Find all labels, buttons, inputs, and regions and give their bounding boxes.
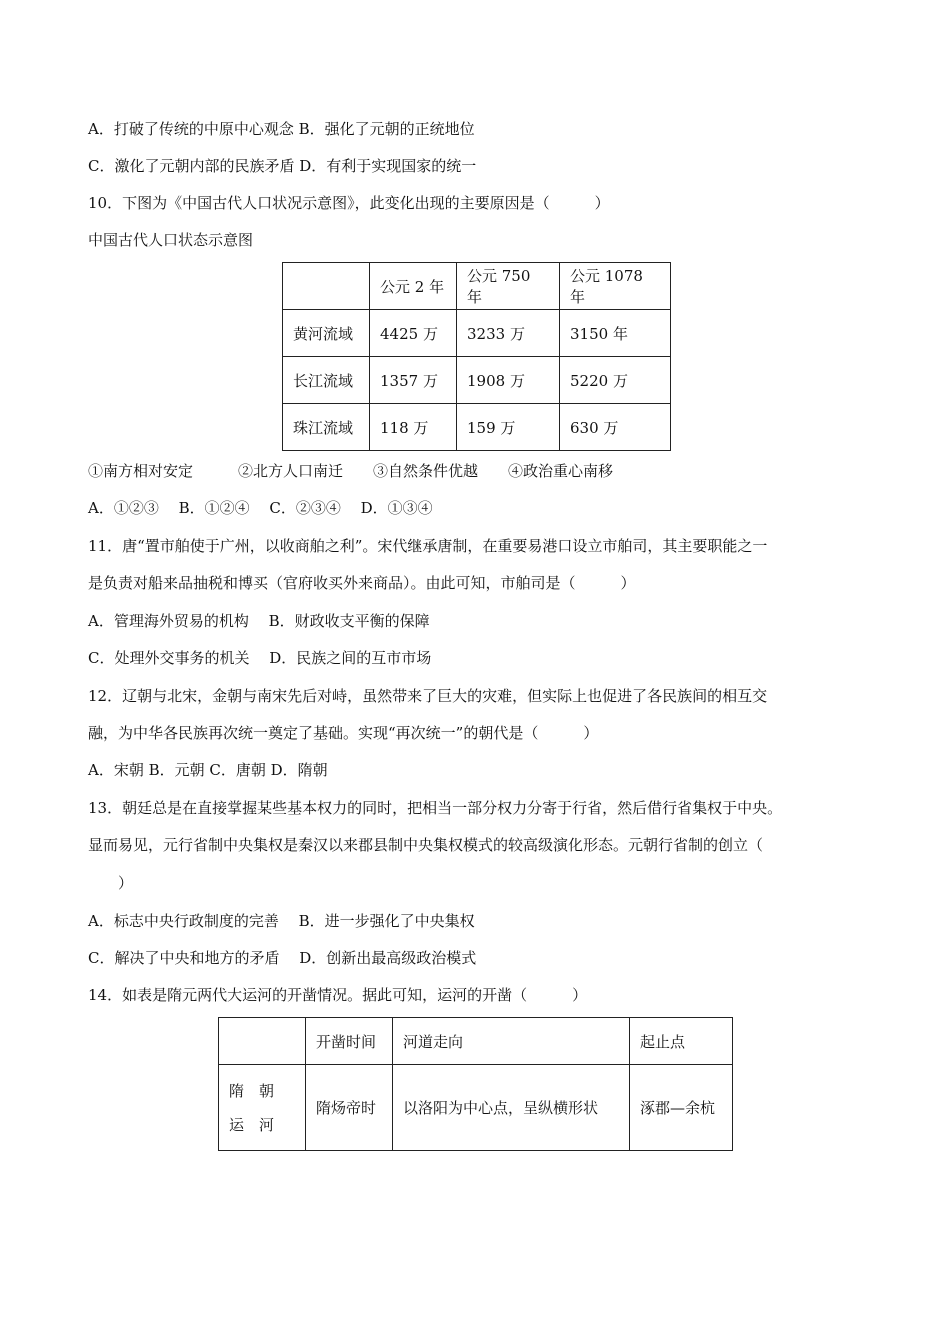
- table-header-cell: [283, 263, 370, 310]
- table-header-cell: 公元 2 年: [370, 263, 457, 310]
- q11-options-ab: A．管理海外贸易的机构 B．财政收支平衡的保障: [88, 612, 430, 630]
- q10-table-caption: 中国古代人口状态示意图: [88, 231, 254, 249]
- table-cell: 以洛阳为中心点，呈纵横形状: [393, 1065, 630, 1151]
- q11-options-cd: C．处理外交事务的机关 D．民族之间的互市市场: [88, 649, 432, 667]
- table-row: [219, 1065, 733, 1151]
- table-row: [219, 1018, 733, 1065]
- table-cell: 3150 年: [560, 310, 671, 357]
- table-header-cell: [219, 1018, 306, 1065]
- q11-stem-line2: 是负责对船来品抽税和博买（官府收买外来商品）。由此可知，市舶司是（ ）: [88, 574, 636, 592]
- q13-stem-line3: ）: [88, 874, 134, 892]
- table-row: [283, 263, 671, 310]
- q13-stem-line1: 13．朝廷总是在直接掌握某些基本权力的同时，把相当一部分权力分寄于行省，然后借行省集权于中央。: [88, 799, 783, 817]
- table-cell: 珠江流域: [283, 404, 370, 451]
- q11-stem-line1: 11．唐“置市舶使于广州，以收商舶之利”。宋代继承唐制，在重要易港口设立市舶司，其主要职能之一: [88, 537, 768, 555]
- q12-options: A．宋朝 B．元朝 C．唐朝 D．隋朝: [88, 761, 328, 779]
- q10-options: A．①②③ B．①②④ C．②③④ D．①③④: [88, 499, 433, 517]
- table-cell: 长江流域: [283, 357, 370, 404]
- q9-options-cd: C．激化了元朝内部的民族矛盾 D．有利于实现国家的统一: [88, 157, 477, 175]
- table-header-cell: 公元 1078 年: [560, 263, 671, 310]
- q14-stem: 14．如表是隋元两代大运河的开凿情况。据此可知，运河的开凿（ ）: [88, 986, 588, 1004]
- table-header-cell: 开凿时间: [306, 1018, 393, 1065]
- q10-stem: 10．下图为《中国古代人口状况示意图》，此变化出现的主要原因是（ ）: [88, 194, 610, 212]
- table-cell: 隋 朝 运 河: [219, 1065, 306, 1151]
- population-table: [282, 262, 671, 451]
- table-cell: 4425 万: [370, 310, 457, 357]
- table-cell: 159 万: [457, 404, 560, 451]
- table-cell: 118 万: [370, 404, 457, 451]
- table-header-cell: 公元 750 年: [457, 263, 560, 310]
- q12-stem-line1: 12．辽朝与北宋，金朝与南宋先后对峙，虽然带来了巨大的灾难，但实际上也促进了各民族间的相互交: [88, 687, 768, 705]
- q13-stem-line2: 显而易见，元行省制中央集权是秦汉以来郡县制中央集权模式的较高级演化形态。元朝行省制的创立（: [88, 836, 764, 854]
- table-header-cell: 河道走向: [393, 1018, 630, 1065]
- table-cell: 黄河流域: [283, 310, 370, 357]
- table-row: [283, 404, 671, 451]
- q10-statements: ①南方相对安定 ②北方人口南迁 ③自然条件优越 ④政治重心南移: [88, 462, 614, 480]
- table-cell: 5220 万: [560, 357, 671, 404]
- table-cell: 隋炀帝时: [306, 1065, 393, 1151]
- q9-options-ab: A．打破了传统的中原中心观念 B．强化了元朝的正统地位: [88, 120, 475, 138]
- table-row: [283, 310, 671, 357]
- table-row: [283, 357, 671, 404]
- q13-options-ab: A．标志中央行政制度的完善 B．进一步强化了中央集权: [88, 912, 475, 930]
- canal-table: [218, 1017, 733, 1151]
- table-cell: 涿郡—余杭: [630, 1065, 733, 1151]
- table-cell: 1908 万: [457, 357, 560, 404]
- table-cell: 630 万: [560, 404, 671, 451]
- table-header-cell: 起止点: [630, 1018, 733, 1065]
- table-cell: 3233 万: [457, 310, 560, 357]
- table-cell: 1357 万: [370, 357, 457, 404]
- q13-options-cd: C．解决了中央和地方的矛盾 D．创新出最高级政治模式: [88, 949, 477, 967]
- q12-stem-line2: 融，为中华各民族再次统一奠定了基础。实现“再次统一”的朝代是（ ）: [88, 724, 599, 742]
